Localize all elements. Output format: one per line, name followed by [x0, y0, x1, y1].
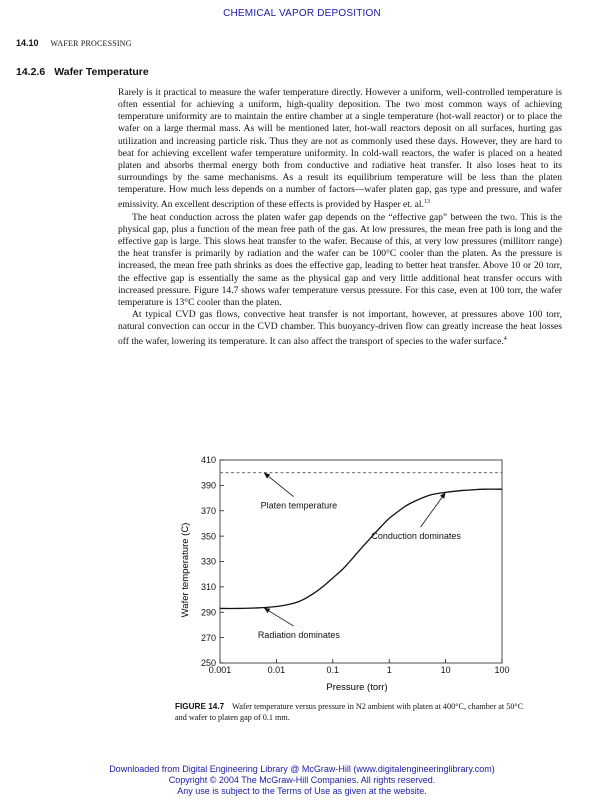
running-head	[16, 38, 132, 48]
figure-14-7	[175, 455, 515, 700]
y-tick-label: 350	[200, 531, 216, 542]
y-tick-label: 290	[200, 607, 216, 618]
wafer-temperature-chart	[175, 455, 515, 700]
annotation-arrowhead	[264, 608, 270, 613]
y-tick-label: 370	[200, 505, 216, 516]
x-tick-label: 0.001	[208, 665, 232, 675]
paragraph-3	[118, 309, 562, 349]
figure-caption	[175, 702, 525, 723]
y-tick-label: 250	[200, 658, 216, 669]
y-tick-label: 390	[200, 480, 216, 491]
paragraph-2	[118, 212, 562, 309]
annotation-label: Platen temperature	[260, 500, 338, 511]
running-title: WAFER PROCESSING	[50, 39, 132, 48]
x-tick-label: 0.1	[326, 665, 340, 675]
annotation-label: Radiation dominates	[257, 630, 340, 641]
x-tick-label: 10	[440, 665, 451, 675]
x-tick-label: 100	[494, 665, 510, 675]
x-tick-label: 1	[386, 665, 392, 675]
caption-text: Wafer temperature versus pressure in N2 ambient with platen at 400°C, chamber at 50°C and wafer to platen gap of 0.1 mm.	[175, 702, 524, 722]
body-text	[118, 87, 562, 349]
page-number: 14.10	[16, 38, 39, 48]
section-title: Wafer Temperature	[54, 66, 149, 78]
reference-4: 4	[503, 336, 507, 343]
annotation-arrowhead	[264, 473, 270, 479]
y-tick-label: 310	[200, 582, 216, 593]
section-heading	[16, 66, 149, 78]
paragraph-1-text: Rarely is it practical to measure the wafer temperature directly. However a uniform, well-controlled temperature is often essential for achieving a uniform, high-quality deposition. The two most common ways of achieving temperature uniformity are to maintain the entire chamber at a single temperature (hot-wall reactor) or to place the wafer on a large thermal mass. As will be mentioned later, hot-wall reactors deposit on all surfaces, hurting gas utilization and increasing particle risk. Thus they are not as commonly used these days. However, they are hard to beat for achieving excellent wafer temperature uniformity. In cold-wall reactors, the wafer is placed on a heated platen and absorbs thermal energy both from conductive and radiative heat transfer. It also loses heat to its surroundings by the same mechanisms. As a result its equilibrium temperature will be less than the platen temperature. How much less depends on a number of factors—wafer platen gap, gas type and pressure, and wafer emissivity. An excellent description of these effects is provided by Hasper et. al.	[118, 87, 562, 211]
annotation-label: Conduction dominates	[371, 531, 461, 542]
section-number: 14.2.6	[16, 66, 46, 78]
paragraph-1	[118, 87, 562, 212]
footer-copyright: Copyright © 2004 The McGraw-Hill Companies. All rights reserved.	[168, 775, 436, 785]
y-axis-label: Wafer temperature (C)	[180, 522, 191, 618]
x-axis-label: Pressure (torr)	[326, 682, 388, 693]
figure-label: FIGURE 14.7	[175, 702, 225, 711]
footer	[0, 764, 604, 797]
y-tick-label: 330	[200, 556, 216, 567]
footer-download-link[interactable]: Downloaded from Digital Engineering Library @ McGraw-Hill (www.digitalengineeringlibrary.com)	[109, 764, 495, 774]
x-tick-label: 0.01	[267, 665, 286, 675]
document-header: CHEMICAL VAPOR DEPOSITION	[223, 8, 381, 19]
paragraph-2-text: The heat conduction across the platen wafer gap depends on the “effective gap” between the two. This is the physical gap, plus a function of the mean free path of the gas. At low pressures, the mean free path is long and the effective gap is large. This slows heat transfer to the wafer. Because of this, at very low pressures (millitorr range) the heat transfer is primarily by radiation and the wafer can be 100°C cooler than the platen. As the pressure is increased, the mean free path shrinks as does the effective gap, leading to better heat transfer. Above 10 or 20 torr, the effective gap is essentially the same as the physical gap and very little additional heat transfer occurs with increased pressure. Figure 14.7 shows wafer temperature versus pressure. For this case, even at 100 torr, the wafer temperature is 13°C cooler than the platen.	[118, 211, 562, 308]
paragraph-3-text: At typical CVD gas flows, convective heat transfer is not important, however, at pressures above 100 torr, natural convection can occur in the CVD chamber. This buoyancy-driven flow can greatly increase the heat losses off the wafer, lowering its temperature. It can also affect the transport of species to the wafer surface.	[118, 308, 562, 348]
y-tick-label: 270	[200, 632, 216, 643]
reference-13: 13	[423, 199, 430, 206]
y-tick-label: 410	[200, 455, 216, 466]
footer-terms[interactable]: Any use is subject to the Terms of Use as given at the website.	[177, 786, 427, 796]
